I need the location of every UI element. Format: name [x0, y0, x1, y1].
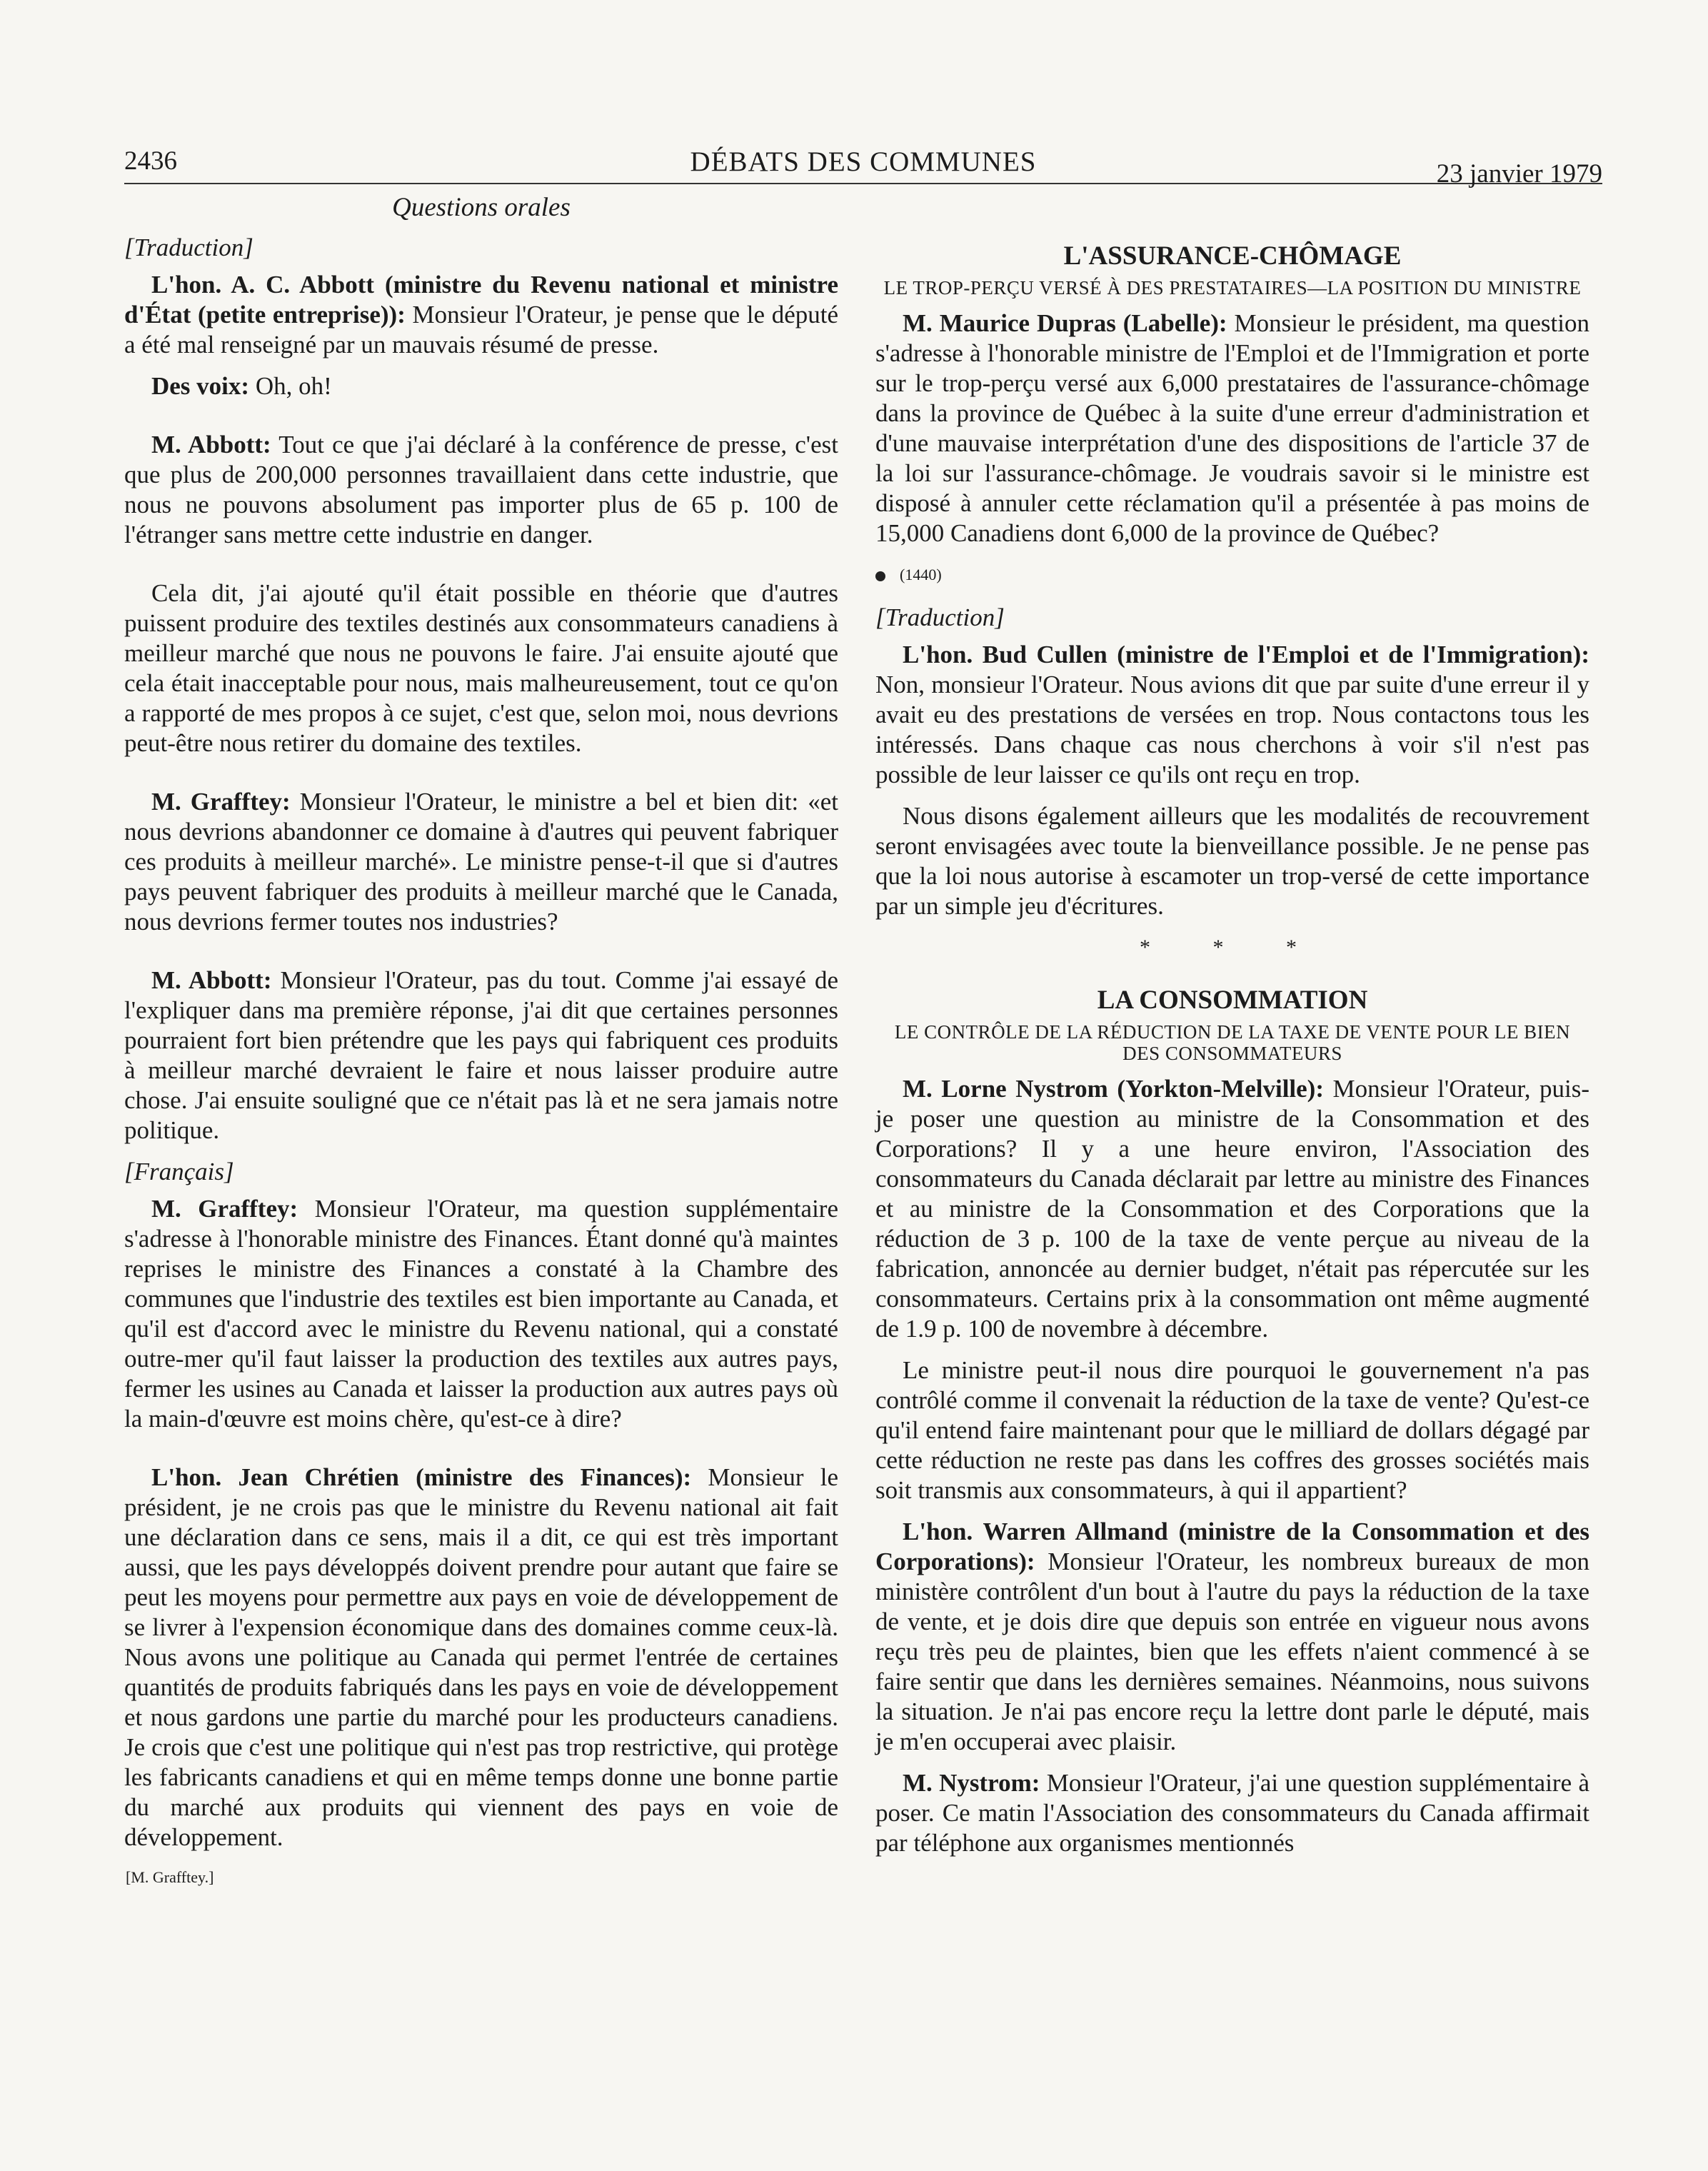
speech-text: Monsieur l'Orateur, je pense que le député a été mal renseigné par un mauvais résumé de presse. — [124, 301, 839, 359]
left-column — [124, 193, 838, 1892]
paragraph — [875, 1074, 1589, 1344]
page-number: 2436 — [124, 146, 177, 176]
time-stamp: (1440) — [900, 566, 942, 583]
running-header — [124, 143, 1602, 189]
language-marker: [Traduction] — [124, 234, 253, 261]
speech-text: Monsieur l'Orateur, pas du tout. Comme j'ai essayé de l'expliquer dans ma première réponse, j'ai dit que certaines personnes pourraient fort bien prétendre que les pays qui fabriquent ces produits à meilleur marché devraient le faire et nous laisser produire autre chose. J'ai ensuite souligné que ce n'était pas là et ne sera jamais notre politique. — [124, 966, 838, 1144]
paragraph — [124, 966, 838, 1145]
speaker-name: L'hon. Bud Cullen (ministre de l'Emploi et de l'Immigration): — [903, 641, 1589, 668]
speech-text: Monsieur l'Orateur, les nombreux bureaux de mon ministère contrôlent d'un bout à l'autre du pays la réduction de la taxe de vente, et je dois dire que depuis son entrée en vigueur nous avons reçu très peu de plaintes, bien que les effets n'aient commencé à se faire sentir que dans les dernières semaines. Néanmoins, nous suivons la situation. Je n'ai pas encore reçu la lettre dont parle le député, mais je m'en occuperai avec plaisir. — [875, 1548, 1589, 1755]
speaker-name: Des voix: — [151, 372, 250, 400]
bullet-icon — [875, 571, 885, 581]
paragraph — [875, 309, 1589, 548]
speaker-name: L'hon. Jean Chrétien (ministre des Finances): — [151, 1463, 692, 1491]
speech-text: Monsieur l'Orateur, puis-je poser une question au ministre de la Consommation et des Corporations? Il y a une heure environ, l'Association des consommateurs du Canada déclarait par lettre au ministre des Finances et au ministre de la Consommation et des Corporations que la réduction de 3 p. 100 de la taxe de vente perçue au niveau de la fabrication, annoncée au dernier budget, n'était pas répercutée sur les consommateurs. Certains prix à la consommation ont même augmenté de 1.9 p. 100 de novembre à décembre. — [875, 1075, 1589, 1343]
speaker-name: L'hon. A. C. Abbott (ministre du Revenu national et ministre d'État (petite entreprise)): — [124, 271, 838, 329]
paragraph — [875, 1768, 1589, 1858]
paragraph — [875, 1355, 1589, 1505]
time-marker — [875, 560, 1589, 590]
right-column — [875, 241, 1589, 1870]
paragraph — [875, 640, 1589, 790]
speech-text: Nous disons également ailleurs que les modalités de recouvrement seront envisagées avec toute la bienveillance possible. Je ne pense pas que la loi nous autorise à escamoter un trop-versé de cette importance par un simple jeu d'écritures. — [875, 802, 1589, 920]
paragraph — [124, 787, 838, 937]
speech-text: Monsieur l'Orateur, ma question supplémentaire s'adresse à l'honorable ministre des Finances. Étant donné qu'à maintes reprises le ministre des Finances a constaté à la Chambre des communes que l'industrie des textiles est bien importante au Canada, et qu'il est d'accord avec le ministre du Revenu national, qui a constaté outre-mer qu'il faut laisser la production des textiles aux autres pays, fermer les usines au Canada et laisser la production aux autres pays où la main-d'œuvre est moins chère, qu'est-ce à dire? — [124, 1195, 838, 1433]
paragraph — [875, 801, 1589, 921]
speaker-name: M. Nystrom: — [903, 1769, 1040, 1797]
speech-text: Monsieur le président, je ne crois pas que le ministre du Revenu national ait fait une déclaration dans ce sens, mais il a dit, ce qui est très important aussi, que les pays développés doivent prendre pour autant que faire se peut les moyens pour permettre aux pays en voie de développement de se livrer à l'expension économique dans des domaines comme ceux-là. Nous avons une politique au Canada qui permet l'entrée de certaines quantités de produits fabriqués dans les pays en voie de développement et nous gardons une partie du marché pour les producteurs canadiens. Je crois que c'est une politique qui n'est pas trop restrictive, qui protège les fabricants canadiens et qui en même temps donne une bonne partie du marché aux produits qui viennent des pays en voie de développement. — [124, 1463, 838, 1851]
publication-title: DÉBATS DES COMMUNES — [690, 146, 1037, 177]
speaker-name: M. Abbott: — [151, 431, 271, 458]
paragraph — [875, 1517, 1589, 1757]
paragraph — [124, 270, 838, 360]
paragraph — [124, 1463, 838, 1852]
paragraph — [124, 371, 838, 401]
paragraph — [124, 430, 838, 550]
speaker-name: M. Abbott: — [151, 966, 272, 994]
section-heading: LA CONSOMMATION — [1097, 986, 1368, 1015]
speech-text: Tout ce que j'ai déclaré à la conférence de presse, c'est que plus de 200,000 personnes travaillaient dans cette industrie, que nous ne pouvons absolument pas importer plus de 65 p. 100 de l'étranger sans mettre cette industrie en danger. — [124, 431, 838, 548]
speaker-name: M. Grafftey: — [151, 1195, 298, 1223]
speech-text: Non, monsieur l'Orateur. Nous avions dit que par suite d'une erreur il y avait eu des prestations de versées en trop. Nous contactons tous les intéressés. Dans chaque cas nous cherchons à voir s'il n'est pas possible de leur laisser ce qu'ils ont reçu en trop. — [875, 671, 1589, 788]
speech-text: Monsieur l'Orateur, j'ai une question supplémentaire à poser. Ce matin l'Association des consommateurs du Canada affirmait par téléphone aux organismes mentionnés — [875, 1769, 1589, 1857]
section-subheading: LE TROP-PERÇU VERSÉ À DES PRESTATAIRES—LA POSITION DU MINISTRE — [883, 277, 1582, 299]
section-rubric: Questions orales — [392, 193, 571, 222]
speech-text: Cela dit, j'ai ajouté qu'il était possible en théorie que d'autres puissent produire des textiles destinés aux consommateurs canadiens à meilleur marché que nous ne pouvons le faire. J'ai ensuite ajouté que cela était inacceptable pour nous, mais malheureusement, tout ce qu'on a rapporté de mes propos à ce sujet, c'est que, selon moi, nous devrions peut-être nous retirer du domaine des textiles. — [124, 579, 838, 757]
continuation-reference: [M. Grafftey.] — [126, 1868, 214, 1886]
speaker-name: M. Maurice Dupras (Labelle): — [903, 309, 1227, 337]
section-separator: * * * — [1140, 936, 1325, 959]
speech-text: Oh, oh! — [249, 372, 332, 400]
speaker-name: L'hon. Warren Allmand (ministre de la Consommation et des Corporations): — [875, 1518, 1589, 1575]
section-heading: L'ASSURANCE-CHÔMAGE — [1063, 241, 1402, 271]
speech-text: Monsieur le président, ma question s'adresse à l'honorable ministre de l'Emploi et de l'Immigration et porte sur le trop-perçu versé aux 6,000 prestataires de l'assurance-chômage dans la province de Québec à la suite d'une erreur d'administration et d'une mauvaise interprétation d'une des dispositions de l'article 37 de la loi sur l'assurance-chômage. Je voudrais savoir si le ministre est disposé à annuler cette réclamation qu'il a présentée à pas moins de 15,000 Canadiens dont 6,000 de la province de Québec? — [875, 309, 1589, 547]
language-marker: [Français] — [124, 1158, 234, 1185]
speaker-name: M. Grafftey: — [151, 788, 291, 816]
issue-date: 23 janvier 1979 — [1436, 159, 1602, 189]
language-marker: [Traduction] — [875, 603, 1005, 631]
section-subheading: LE CONTRÔLE DE LA RÉDUCTION DE LA TAXE DE VENTE POUR LE BIEN DES CONSOMMATEURS — [894, 1021, 1571, 1064]
paragraph — [124, 578, 838, 758]
speech-text: Le ministre peut-il nous dire pourquoi le gouvernement n'a pas contrôlé comme il convenait la réduction de la taxe de vente? Qu'est-ce qu'il entend faire maintenant pour que le milliard de dollars dégagé par cette réduction ne reste pas dans les coffres des grosses sociétés mais soit transmis aux consommateurs, à qui il appartient? — [875, 1356, 1589, 1504]
paragraph — [124, 1194, 838, 1434]
speech-text: Monsieur l'Orateur, le ministre a bel et bien dit: «et nous devrions abandonner ce domaine à d'autres qui peuvent fabriquer ces produits à meilleur marché». Le ministre pense-t-il que si d'autres pays peuvent fabriquer des produits à meilleur marché que le Canada, nous devrions fermer toutes nos industries? — [124, 788, 838, 936]
speaker-name: M. Lorne Nystrom (Yorkton-Melville): — [903, 1075, 1324, 1103]
